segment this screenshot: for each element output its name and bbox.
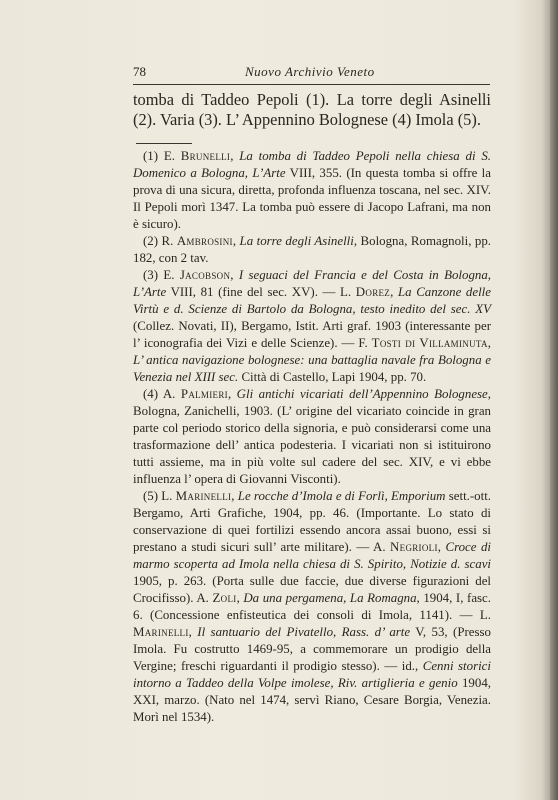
note-text: , bbox=[232, 234, 240, 248]
note-text: (Collez. Novati, II), Bergamo, Istit. Arti graf. 1903 (interessante per l’ iconografia dei Vizi e delle Scienze). — F. bbox=[133, 319, 491, 350]
work-title: La torre degli Asinelli bbox=[239, 234, 354, 248]
note-text: , bbox=[227, 387, 237, 401]
body-paragraph: tomba di Taddeo Pepoli (1). La torre degli Asinelli (2). Varia (3). L’ Appennino Bolognese (4) Imola (5). bbox=[133, 90, 491, 129]
note-text: (1) E. bbox=[143, 149, 181, 163]
note-text: (4) A. bbox=[143, 387, 181, 401]
running-title: Nuovo Archivio Veneto bbox=[245, 64, 375, 79]
page-header bbox=[133, 62, 488, 82]
author-name: Zoli bbox=[212, 591, 237, 605]
note-text: 1904, XXI, marzo. (Nato nel 1474, servì Riano, Cesare Borgia, Venezia. Morì nel 1534). bbox=[133, 676, 491, 724]
note-text: , bbox=[390, 285, 398, 299]
author-name: Marinelli bbox=[175, 489, 232, 503]
note-text: (3) E. bbox=[143, 268, 180, 282]
note-text: , bbox=[188, 625, 198, 639]
work-title: Da una pergamena, La Romagna bbox=[243, 591, 417, 605]
work-title: L’ antica navigazione bolognese: una battaglia navale fra Bologna e Venezia nel XIII sec. bbox=[133, 353, 491, 384]
note-text: Città di Castello, Lapi 1904, pp. 70. bbox=[238, 370, 427, 384]
footnote-separator bbox=[136, 143, 192, 144]
note-text: , bbox=[230, 268, 239, 282]
note-text: sett.-ott. Bergamo, Arti Grafiche, 1904, pp. 46. (Importante. Lo stato di conservazione di quei fortilizi essendo ancora assai buono, essi si prestano a studi sicuri sull’ arte militare). — A. bbox=[133, 489, 491, 554]
note-text: , bbox=[487, 336, 491, 350]
footnotes bbox=[133, 148, 491, 726]
footnote-1 bbox=[133, 148, 491, 233]
author-name: Ambrosini bbox=[176, 234, 233, 248]
header-rule bbox=[133, 84, 490, 85]
work-title: Il santuario del Pivatello, Rass. d’ arte bbox=[197, 625, 411, 639]
body-text bbox=[133, 90, 491, 130]
note-text: 1905, p. 263. (Porta sulle due faccie, due diverse figurazioni del Crocifisso). A. bbox=[133, 574, 491, 605]
note-text: V, 53, (Presso Imola. Fu costrutto 1469-95, a commemorare un prodigio della Vergine; freschi riguardanti il prodigio stesso). — id., bbox=[133, 625, 491, 673]
note-text: (5) L. bbox=[143, 489, 176, 503]
page-number: 78 bbox=[133, 64, 146, 79]
work-title: Le rocche d’Imola e di Forlì, Emporium bbox=[237, 489, 446, 503]
footnote-4 bbox=[133, 386, 491, 488]
footnote-5 bbox=[133, 488, 491, 726]
note-text: , bbox=[236, 591, 244, 605]
note-text: , Bologna, Romagnoli, pp. 182, con 2 tav. bbox=[133, 234, 492, 265]
author-name: Negrioli bbox=[390, 540, 438, 554]
author-name: Brunelli bbox=[180, 149, 231, 163]
work-title: I seguaci del Francia e del Costa in Bologna, L’Arte bbox=[133, 268, 491, 299]
note-text: VIII, 81 (fine del sec. XV). — L. bbox=[166, 285, 356, 299]
footnote-3 bbox=[133, 267, 491, 386]
author-name: Dorez bbox=[355, 285, 391, 299]
note-text: , Bologna, Zanichelli, 1903. (L’ origine del vicariato coincide in gran parte col periodo storico della signoria, e può considerarsi come una trasformazione dell’ antica podesteria. I vicariati non si istituirono tutti assieme, ma in più volte sul cadere del sec. XIV, e vi ebbe influenza l’ opera di Giovanni Visconti). bbox=[133, 387, 492, 486]
author-name: Palmieri bbox=[180, 387, 228, 401]
work-title: La Canzone delle Virtù e d. Scienze di Bartolo da Bologna, testo inedito del sec. XV bbox=[133, 285, 491, 316]
work-title: Gli antichi vicariati dell’Appennino Bolognese bbox=[236, 387, 488, 401]
note-text: , bbox=[437, 540, 446, 554]
note-text: , bbox=[230, 149, 240, 163]
author-name: Tosti di Villaminuta bbox=[371, 336, 488, 350]
note-text: , bbox=[231, 489, 238, 503]
author-name: Jacobson bbox=[179, 268, 231, 282]
work-title: La tomba di Taddeo Pepoli nella chiesa di S. Domenico a Bologna, L’Arte bbox=[133, 149, 492, 180]
note-text: VIII, 355. (In questa tomba si offre la prova di una sicura, diretta, profonda influenza toscana, nel sec. XIV. Il Pepoli morì 1347. La tomba può essere di Jacopo Lafrani, ma non è sicuro). bbox=[133, 166, 491, 231]
work-title: Croce di marmo scoperta ad Imola nella chiesa di S. Spirito, Notizie d. scavi bbox=[133, 540, 492, 571]
page-spine-shadow bbox=[550, 0, 558, 800]
author-name: Marinelli bbox=[133, 625, 189, 639]
note-text: (2) R. bbox=[143, 234, 177, 248]
note-text: , 1904, I, fasc. 6. (Concessione enfisteutica dei consoli di Imola, 1141). — L. bbox=[133, 591, 491, 622]
footnote-2 bbox=[133, 233, 491, 267]
work-title: Cenni storici intorno a Taddeo della Volpe imolese, Riv. artiglieria e genio bbox=[133, 659, 491, 690]
